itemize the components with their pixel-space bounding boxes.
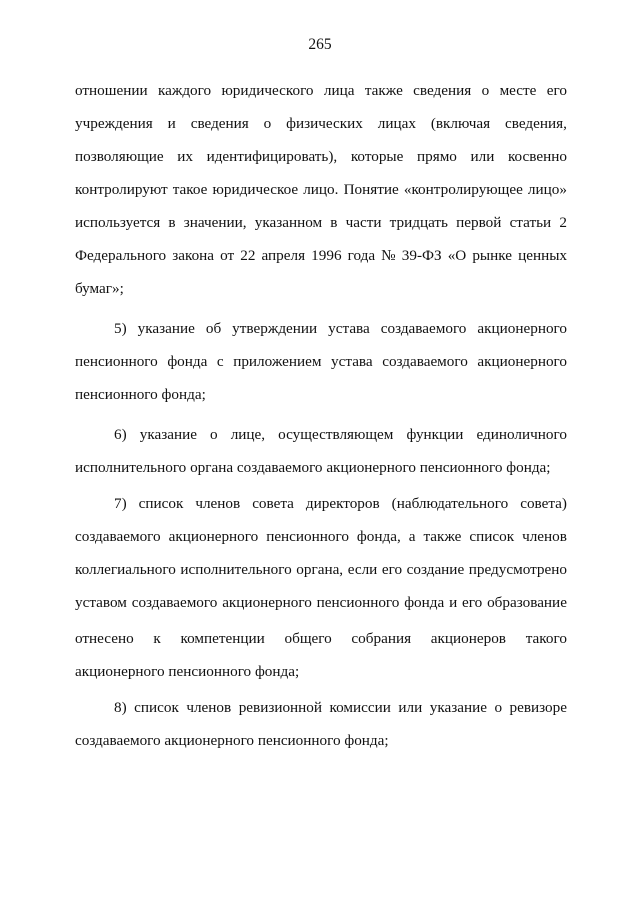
text-line: пенсионного фонда; xyxy=(75,386,206,403)
text-line: акционерного пенсионного фонда; xyxy=(75,663,300,680)
text-line: создаваемого акционерного пенсионного фонда; xyxy=(75,732,389,749)
text-line: Федерального закона от 22 апреля 1996 года № 39-ФЗ «О рынке ценных xyxy=(75,247,567,264)
text-line: бумаг»; xyxy=(75,280,124,297)
text-line: коллегиального исполнительного органа, если его создание предусмотрено xyxy=(75,561,567,578)
text-line: используется в значении, указанном в части тридцать первой статьи 2 xyxy=(75,214,567,231)
text-line: 8) список членов ревизионной комиссии или указание о ревизоре xyxy=(114,699,567,716)
text-line: 5) указание об утверждении устава создаваемого акционерного xyxy=(114,320,567,337)
text-line: создаваемого акционерного пенсионного фонда, а также список членов xyxy=(75,528,567,545)
text-line: 6) указание о лице, осуществляющем функции единоличного xyxy=(114,426,567,443)
text-line: позволяющие их идентифицировать), которые прямо или косвенно xyxy=(75,148,567,165)
text-line: 7) список членов совета директоров (наблюдательного совета) xyxy=(114,495,567,512)
text-line: отношении каждого юридического лица также сведения о месте его xyxy=(75,82,567,99)
text-line: учреждения и сведения о физических лицах (включая сведения, xyxy=(75,115,567,132)
text-line: пенсионного фонда с приложением устава создаваемого акционерного xyxy=(75,353,567,370)
text-line: исполнительного органа создаваемого акционерного пенсионного фонда; xyxy=(75,459,551,476)
text-line: контролируют такое юридическое лицо. Понятие «контролирующее лицо» xyxy=(75,181,567,198)
text-line: уставом создаваемого акционерного пенсионного фонда и его образование xyxy=(75,594,567,611)
text-line: отнесено к компетенции общего собрания акционеров такого xyxy=(75,630,567,647)
page-number: 265 xyxy=(308,36,332,53)
